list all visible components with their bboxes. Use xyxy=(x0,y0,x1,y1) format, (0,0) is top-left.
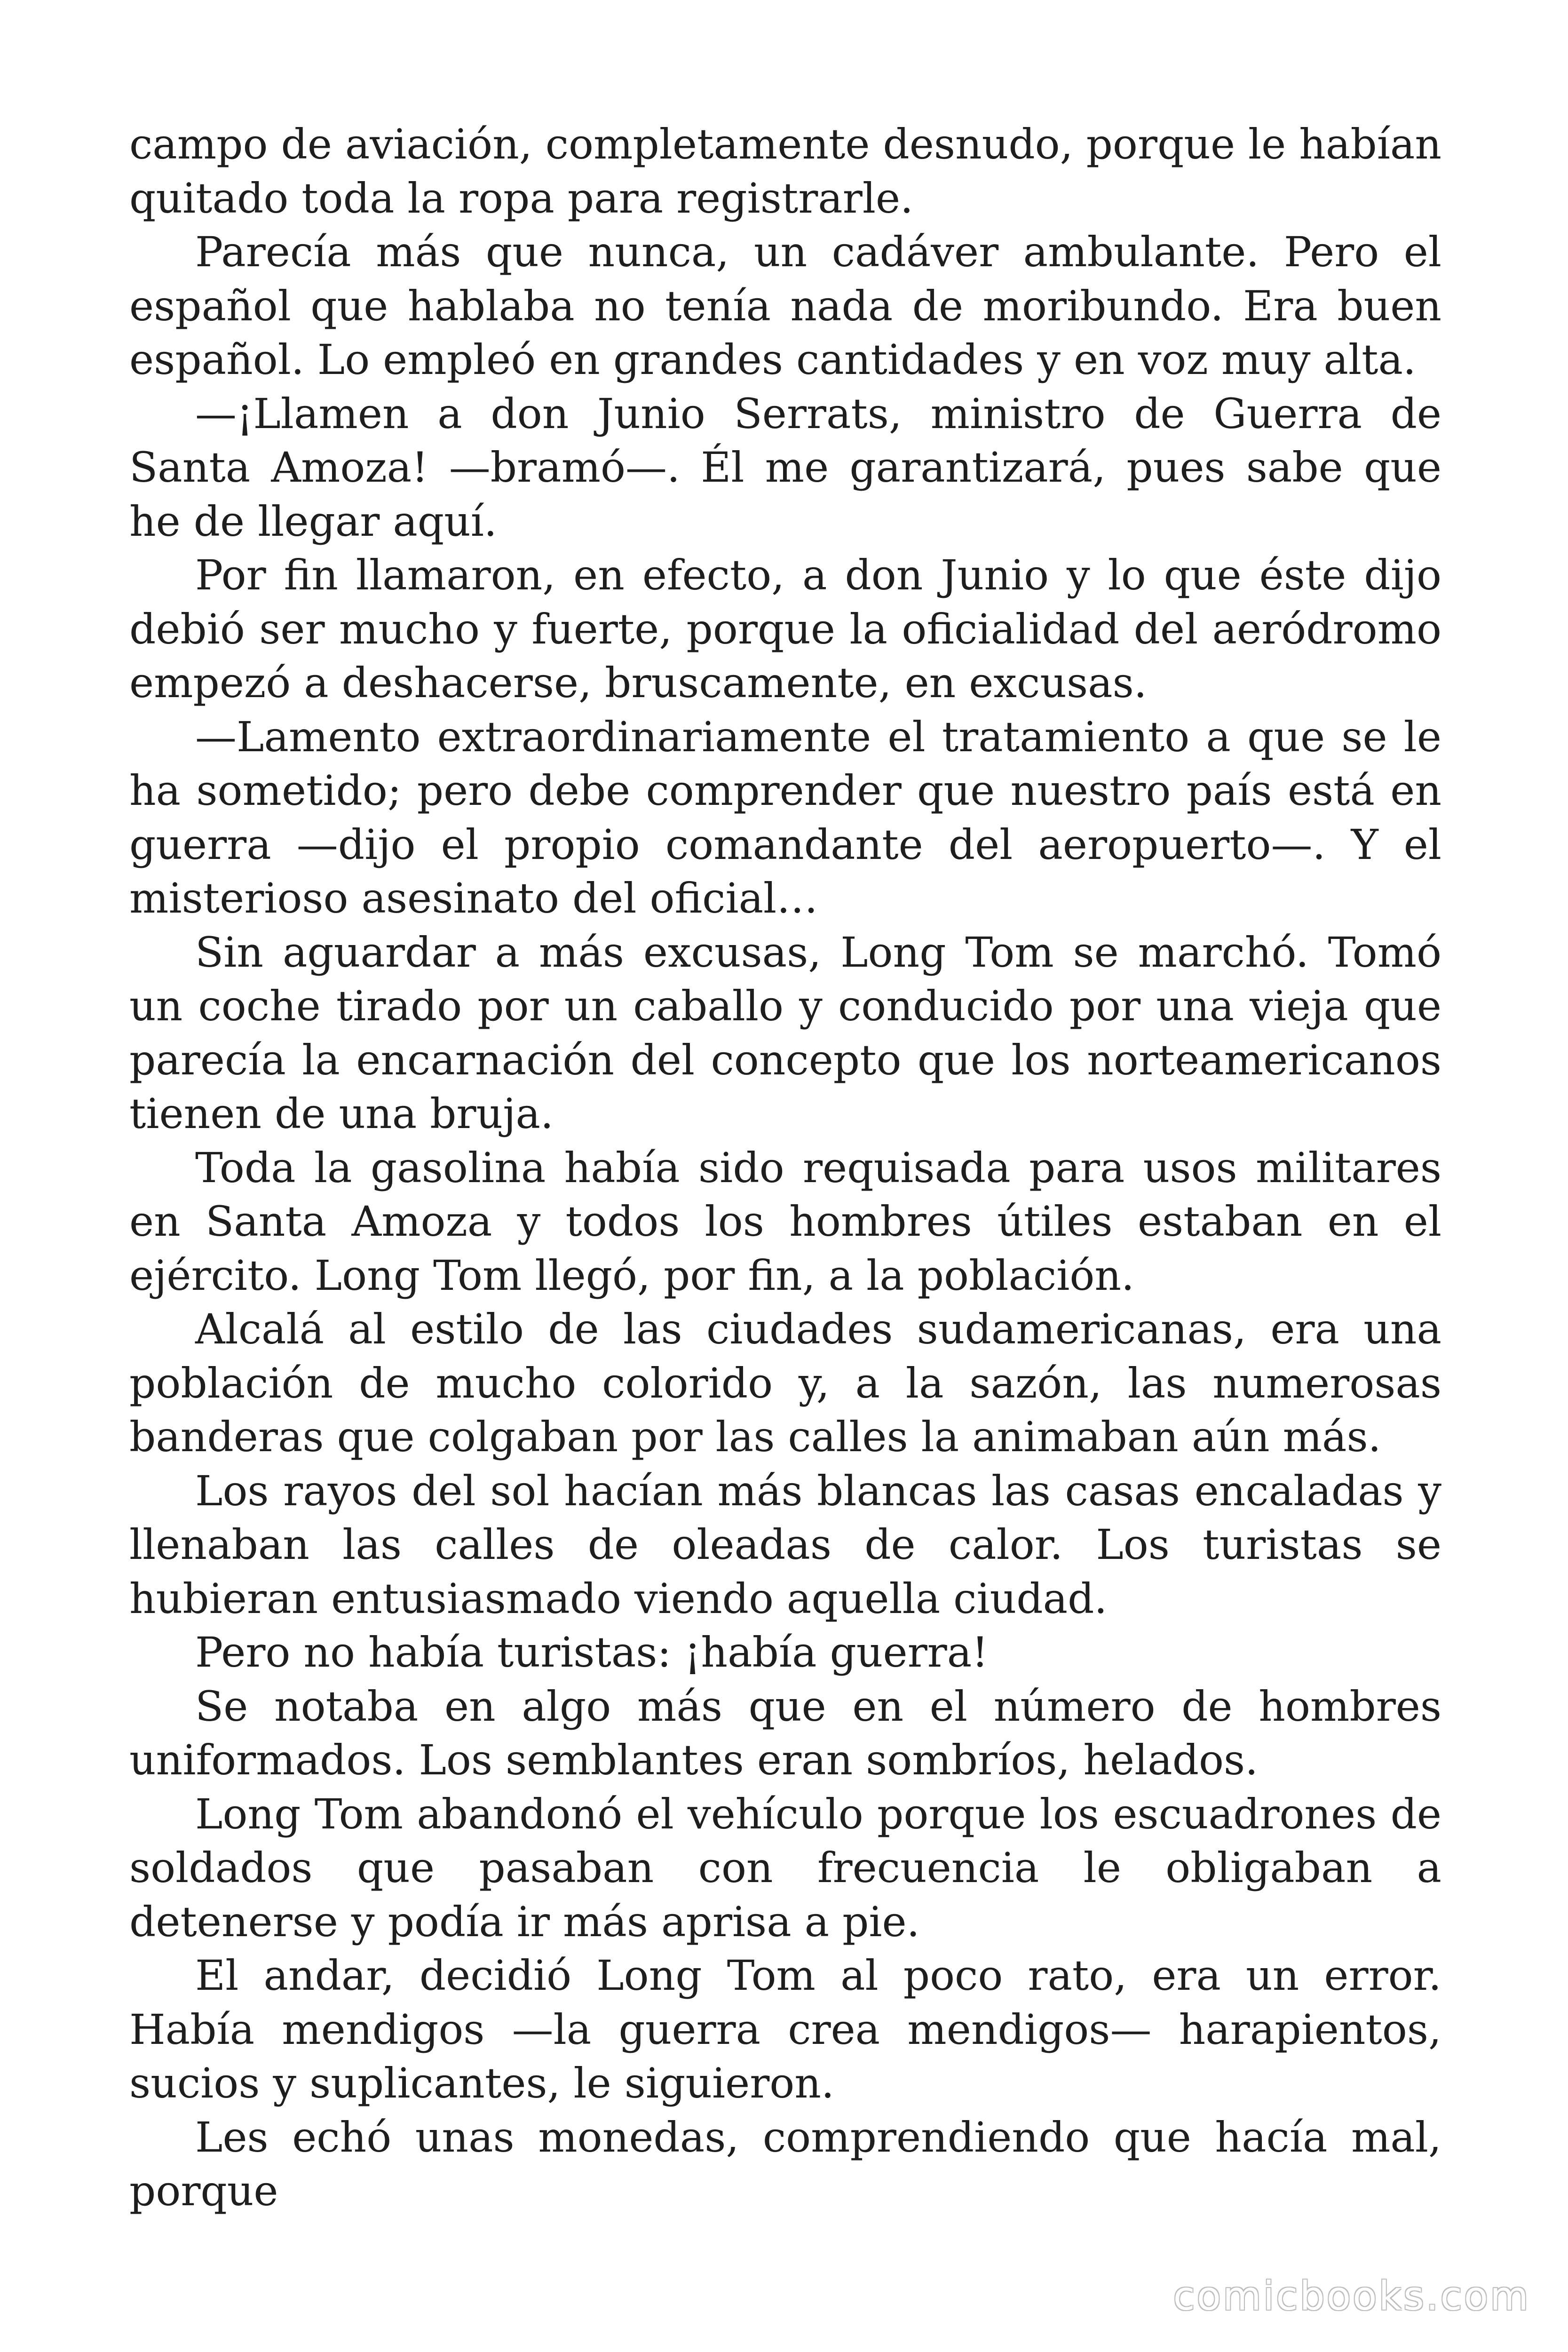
paragraph-3: —¡Llamen a don Junio Serrats, ministro de Guerra de Santa Amoza! —bramó—. Él me garantizará, pues sabe que he de llegar aquí. xyxy=(129,389,1441,546)
paragraph-5: —Lamento extraordinariamente el tratamiento a que se le ha sometido; pero debe comprender que nuestro país está en guerra —dijo el propio comandante del aeropuerto—. Y el misterioso asesinato del oficial… xyxy=(129,712,1441,922)
paragraph-12: Long Tom abandonó el vehículo porque los escuadrones de soldados que pasaban con frecuencia le obligaban a detenerse y podía ir más aprisa a pie. xyxy=(129,1789,1441,1946)
paragraph-1: campo de aviación, completamente desnudo, porque le habían quitado toda la ropa para registrarle. xyxy=(129,120,1441,222)
paragraph-14: Les echó unas monedas, comprendiendo que hacía mal, porque xyxy=(129,2113,1441,2215)
page-text xyxy=(129,118,1441,2218)
paragraph-10: Pero no había turistas: ¡había guerra! xyxy=(195,1628,989,1677)
paragraph-2: Parecía más que nunca, un cadáver ambulante. Pero el español que hablaba no tenía nada de moribundo. Era buen español. Lo empleó en grandes cantidades y en voz muy alta. xyxy=(129,228,1441,384)
watermark: comicbooks.com xyxy=(1173,2273,1530,2319)
paragraph-7: Toda la gasolina había sido requisada para usos militares en Santa Amoza y todos los hombres útiles estaban en el ejército. Long Tom llegó, por fin, a la población. xyxy=(129,1143,1441,1300)
paragraph-4: Por fin llamaron, en efecto, a don Junio y lo que éste dijo debió ser mucho y fuerte, porque la oficialidad del aeródromo empezó a deshacerse, bruscamente, en excusas. xyxy=(129,551,1441,707)
paragraph-8: Alcalá al estilo de las ciudades sudamericanas, era una población de mucho colorido y, a la sazón, las numerosas banderas que colgaban por las calles la animaban aún más. xyxy=(129,1305,1441,1461)
paragraph-6: Sin aguardar a más excusas, Long Tom se marchó. Tomó un coche tirado por un caballo y conducido por una vieja que parecía la encarnación del concepto que los norteamericanos tienen de una bruja. xyxy=(129,928,1441,1138)
paragraph-11: Se notaba en algo más que en el número de hombres uniformados. Los semblantes eran sombríos, helados. xyxy=(129,1682,1441,1784)
paragraph-13: El andar, decidió Long Tom al poco rato, era un error. Había mendigos —la guerra crea mendigos— harapientos, sucios y suplicantes, le siguieron. xyxy=(129,1951,1441,2107)
paragraph-9: Los rayos del sol hacían más blancas las casas encaladas y llenaban las calles de oleadas de calor. Los turistas se hubieran entusiasmado viendo aquella ciudad. xyxy=(129,1466,1441,1623)
